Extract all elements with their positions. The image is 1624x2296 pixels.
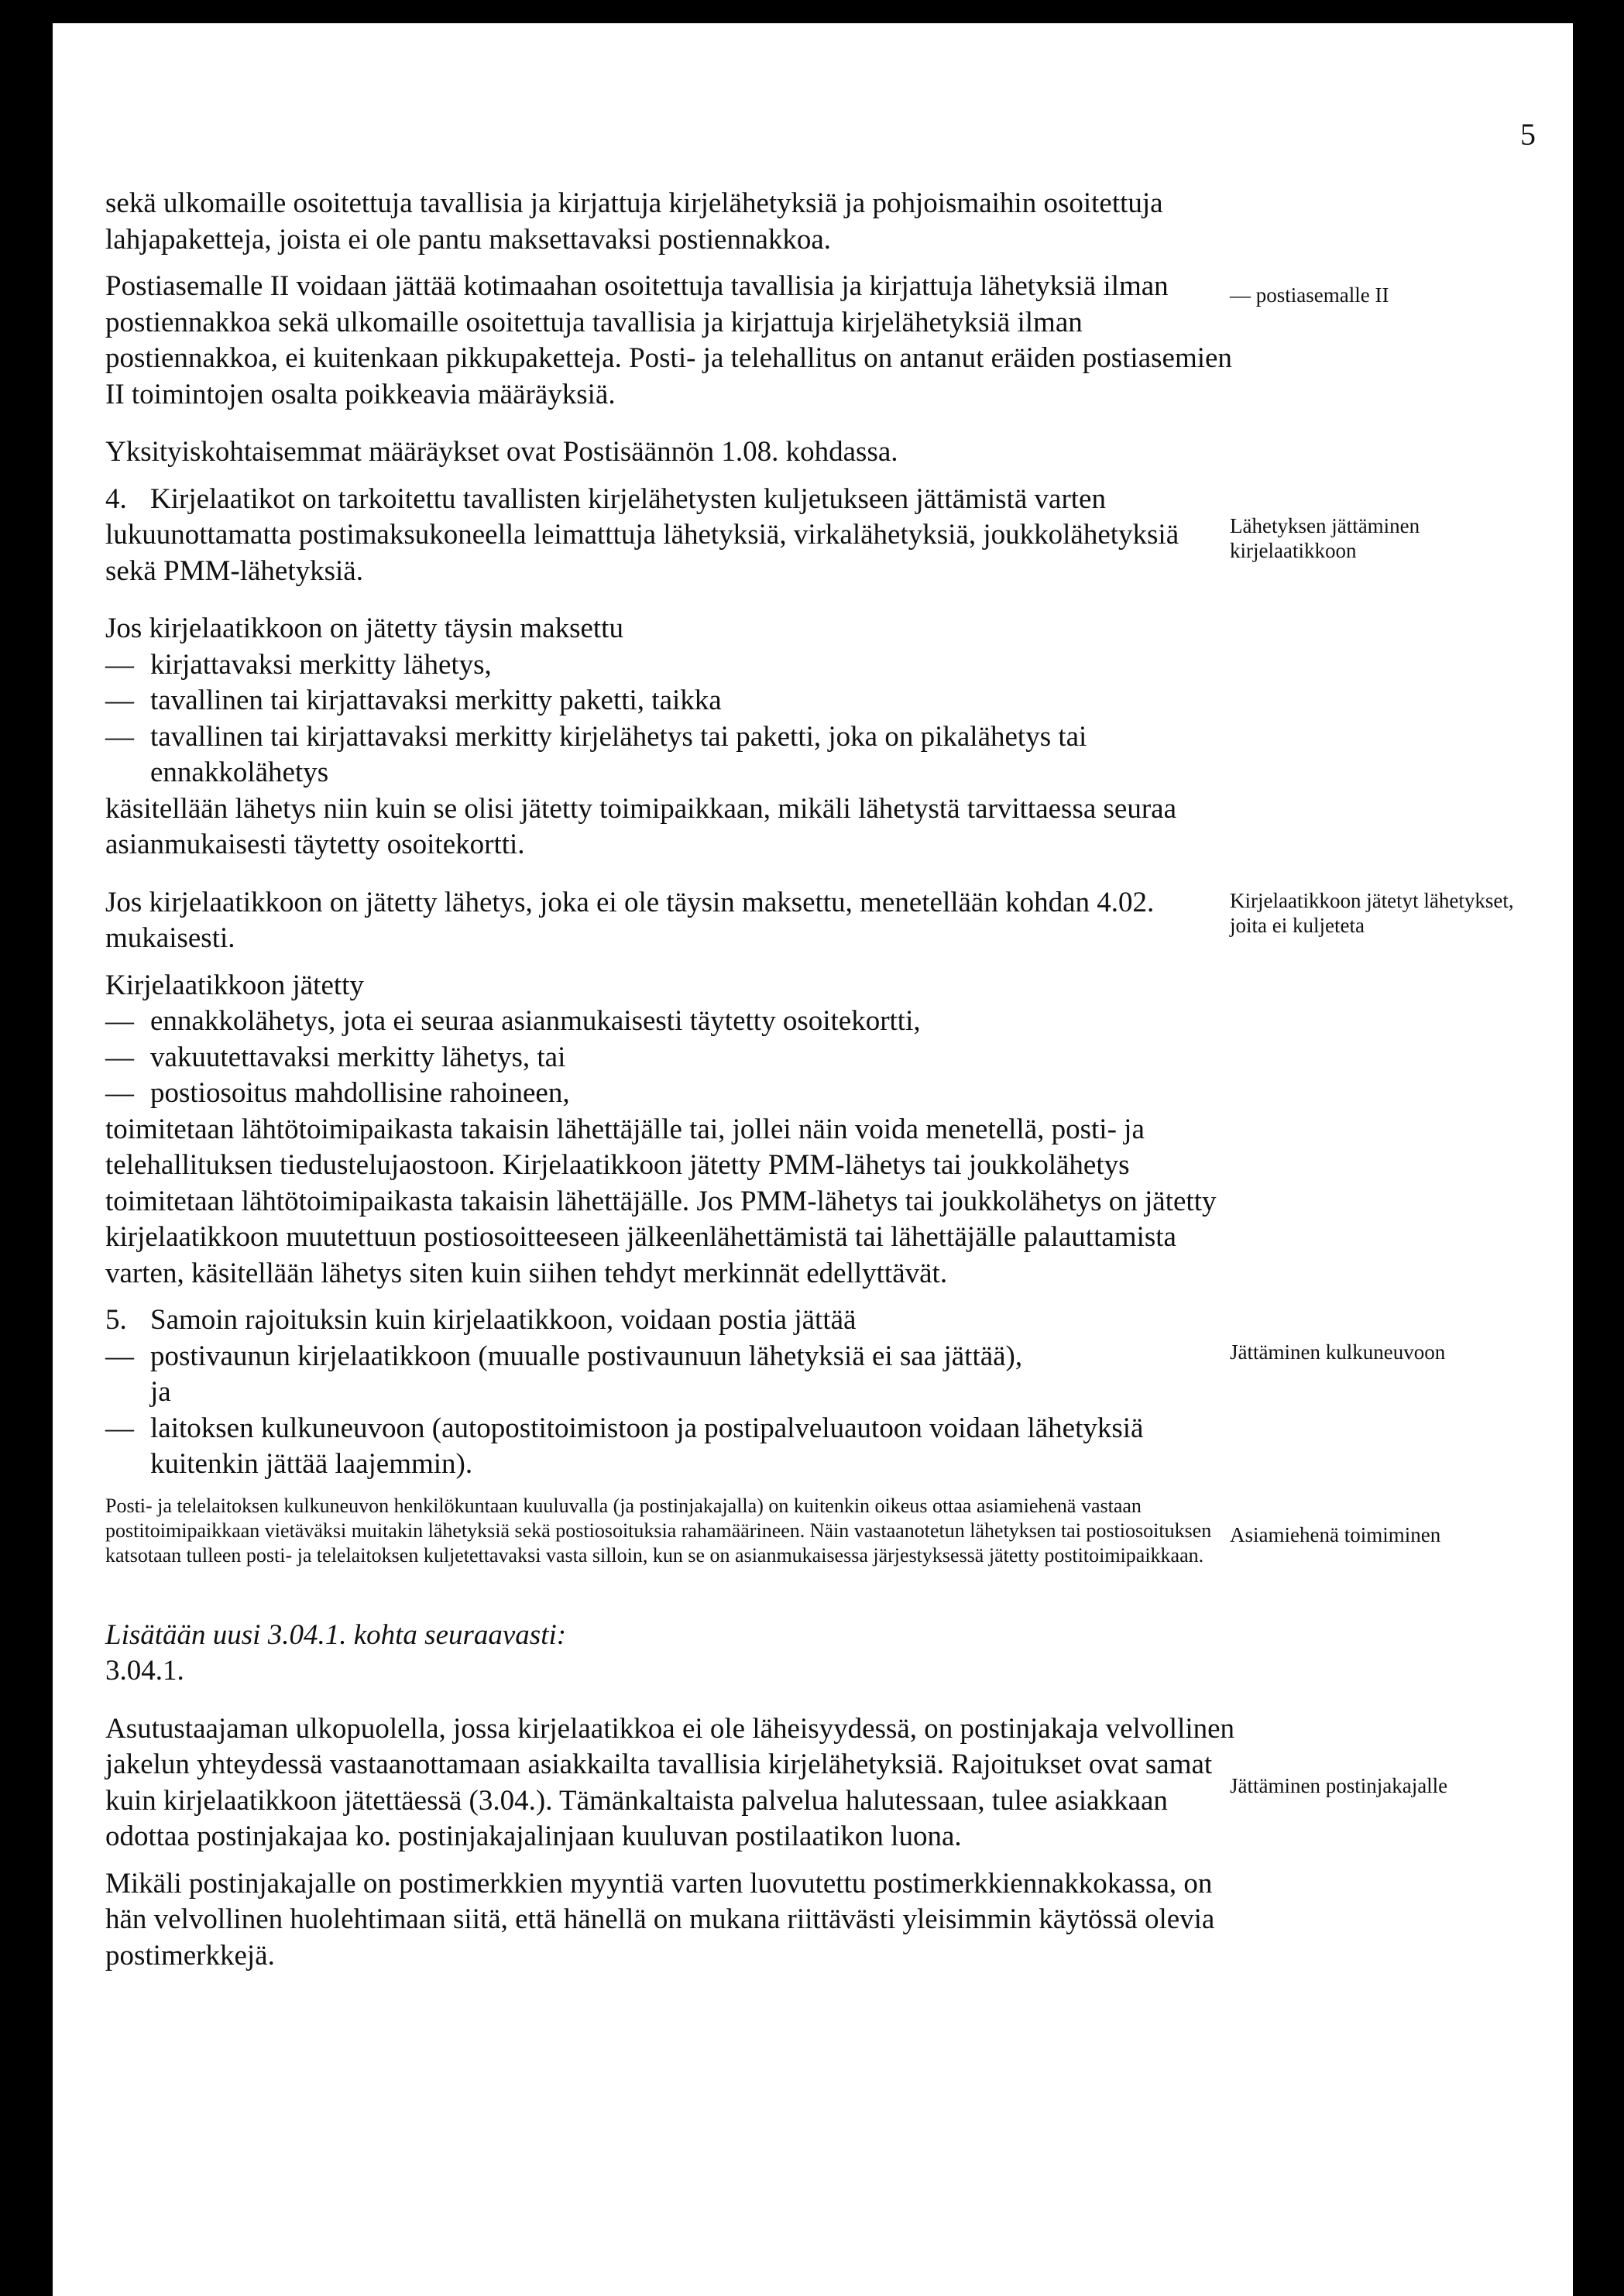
list-item: — laitoksen kulkuneuvoon (autopostitoimistoon ja postipalveluautoon voidaan lähetyksiä kuitenkin jättää laajemmin). xyxy=(105,1411,1236,1483)
conjunction-ja: ja xyxy=(150,1376,171,1408)
paragraph-1: sekä ulkomaille osoitettuja tavallisia ja kirjattuja kirjelähetyksiä ja pohjoismaihin osoitettuja lahjapaketteja, joista ei ole pantu maksettavaksi postiennakkoa. xyxy=(105,187,1163,256)
margin-note-asiamies: Asiamiehenä toimiminen xyxy=(1230,1523,1441,1546)
list-item: — tavallinen tai kirjattavaksi merkitty paketti, taikka xyxy=(105,683,1236,719)
paragraph-2: Postiasemalle II voidaan jättää kotimaahan osoitettuja tavallisia ja kirjattuja lähetyksiä ilman postiennakkoa sekä ulkomaille osoitettuja tavallisia ja kirjattuja kirjelähetyksiä ilman postiennakkoa, ei kuitenkaan pikkupaketteja. Posti- ja telehallitus on antanut eräiden postiasemien II toimintojen osalta poikkeavia määräyksiä. xyxy=(105,270,1232,410)
document-page xyxy=(53,23,1573,2296)
list-item: — kirjattavaksi merkitty lähetys, xyxy=(105,647,1236,684)
paragraph-12: Mikäli postinjakajalle on postimerkkien myyntiä varten luovutettu postimerkkiennakkokassa, on hän velvollinen huolehtimaan siitä, että hänellä on mukana riittävästi yleisimmin käytössä olevia postimerkkejä. xyxy=(105,1867,1215,1972)
paragraph-3: Yksityiskohtaisemmat määräykset ovat Postisäännön 1.08. kohdassa. xyxy=(105,436,898,468)
paragraph-7: Kirjelaatikkoon jätetty xyxy=(105,969,364,1001)
list-item: — tavallinen tai kirjattavaksi merkitty kirjelähetys tai paketti, joka on pikalähetys tai ennakkolähetys xyxy=(105,719,1236,791)
margin-note-kirjelaatikko: Lähetyksen jättäminen kirjelaatikkoon xyxy=(1230,514,1420,562)
margin-note-kulkuneuvo: Jättäminen kulkuneuvoon xyxy=(1230,1340,1446,1364)
list-item: — ennakkolähetys, jota ei seuraa asianmukaisesti täytetty osoitekortti, xyxy=(105,1004,1236,1040)
paragraph-5: Jos kirjelaatikkoon on jätetty täysin maksettu xyxy=(105,613,623,644)
small-print-paragraph: Posti- ja telelaitoksen kulkuneuvon henkilökuntaan kuuluvalla (ja postinjakajalla) on kuitenkin oikeus ottaa asiamiehenä vastaan postitoimipaikkaan vietäväksi muitakin lähetyksiä sekä postiosoituksia rahamäärineen. Näin vastaanotetun lähetyksen tai postiosoituksen katsotaan tulleen posti- ja telelaitoksen kuljetettavaksi vasta silloin, kun se on asianmukaisessa järjestyksessä jätetty postitoimipaikkaan. xyxy=(105,1494,1212,1567)
margin-note-kuljettamatta: Kirjelaatikkoon jätetyt lähetykset, joita ei kuljeteta xyxy=(1230,889,1514,937)
list-item: — postiosoitus mahdollisine rahoineen, xyxy=(105,1076,1236,1112)
paragraph-7-tail: toimitetaan lähtötoimipaikasta takaisin lähettäjälle tai, jollei näin voida menetellä, posti- ja telehallituksen tiedustelujaostoon. Kirjelaatikkoon jätetty PMM-lähetys tai joukkolähetys toimitetaan lähtötoimipaikasta takaisin lähettäjälle. Jos PMM-lähetys tai joukkolähetys on jätetty kirjelaatikkoon muutettuun postiosoitteeseen jälkeenlähettämistä tai lähettäjälle palauttamista varten, käsitellään lähetys siten kuin siihen tehdyt merkinnät edellyttävät. xyxy=(105,1113,1217,1289)
paragraph-11: Asutustaajaman ulkopuolella, jossa kirjelaatikkoa ei ole läheisyydessä, on postinjakaja velvollinen jakelun yhteydessä vastaanottamaan asiakkailta tavallisia kirjelähetyksiä. Rajoitukset ovat samat kuin kirjelaatikkoon jätettäessä (3.04.). Tämänkaltaista palvelua halutessaan, tulee asiakkaan odottaa postinjakajaa ko. postinjakajalinjaan kuuluvan postilaatikon luona. xyxy=(105,1712,1235,1852)
margin-note-postinjakaja: Jättäminen postinjakajalle xyxy=(1230,1774,1448,1797)
section-number-3-04-1: 3.04.1. xyxy=(105,1655,184,1687)
main-text xyxy=(105,186,1236,1974)
list-item: — postivaunun kirjelaatikkoon (muualle postivaunuun lähetyksiä ei saa jättää), xyxy=(105,1339,1236,1375)
paragraph-8-text: Samoin rajoituksin kuin kirjelaatikkoon, voidaan postia jättää xyxy=(150,1304,857,1336)
paragraph-4-text: Kirjelaatikot on tarkoitettu tavallisten kirjelähetysten kuljetukseen jättämistä varten lukuunottamatta postimaksukoneella leimatttuja lähetyksiä, virkalähetyksiä, joukkolähetyksiä sekä PMM-lähetyksiä. xyxy=(105,482,1179,587)
margin-note-postiasema: — postiasemalle II xyxy=(1230,283,1389,307)
paragraph-8 xyxy=(105,1302,1236,1339)
paragraph-6: Jos kirjelaatikkoon on jätetty lähetys, joka ei ole täysin maksettu, menetellään kohdan 4.02. mukaisesti. xyxy=(105,886,1155,954)
list-item: — vakuutettavaksi merkitty lähetys, tai xyxy=(105,1040,1236,1076)
paragraph-5-tail: käsitellään lähetys niin kuin se olisi jätetty toimipaikkaan, mikäli lähetystä tarvittaessa seuraa asianmukaisesti täytetty osoitekortti. xyxy=(105,792,1177,860)
section-number-4: 4. xyxy=(105,482,127,515)
amendment-heading: Lisätään uusi 3.04.1. kohta seuraavasti: xyxy=(105,1618,567,1651)
page-number: 5 xyxy=(1520,117,1536,152)
paragraph-4 xyxy=(105,482,1236,590)
section-number-5: 5. xyxy=(105,1304,127,1336)
